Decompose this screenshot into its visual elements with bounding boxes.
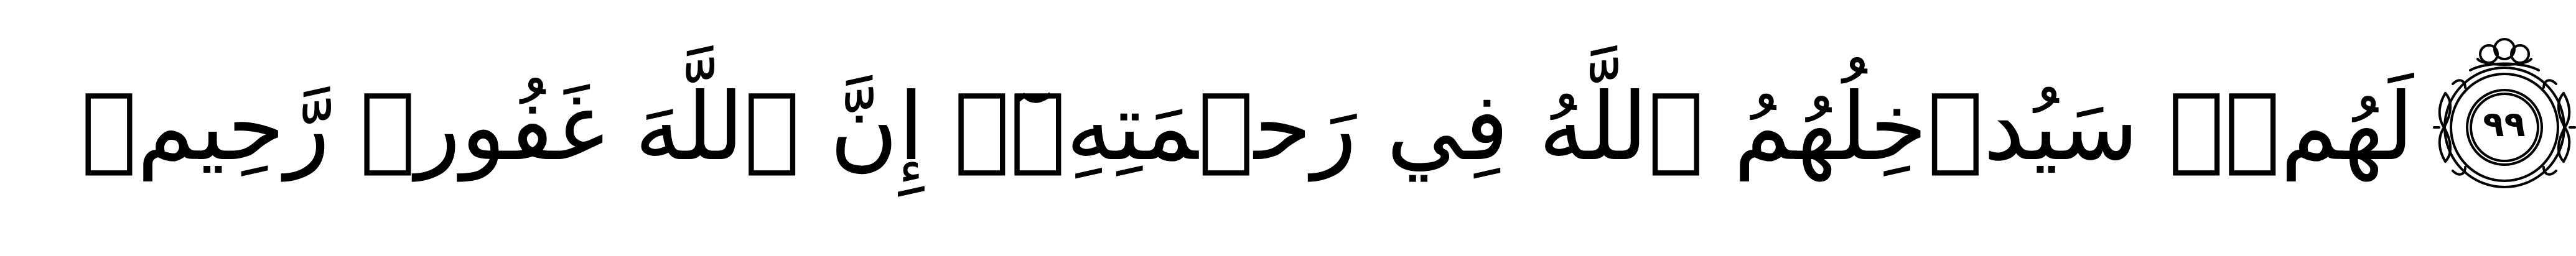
verse-text: لَهُمۡۚ سَيُدۡخِلُهُمُ ٱللَّهُ فِي رَحۡمَتِهِۦٓۚ إِنَّ ٱللَّهَ غَفُورٞ رَّحِيمٞ [81,73,2414,181]
verse-line [81,25,2526,230]
ayah-number: ٩٩ [2483,104,2526,145]
ayah-end-marker [2433,34,2576,221]
